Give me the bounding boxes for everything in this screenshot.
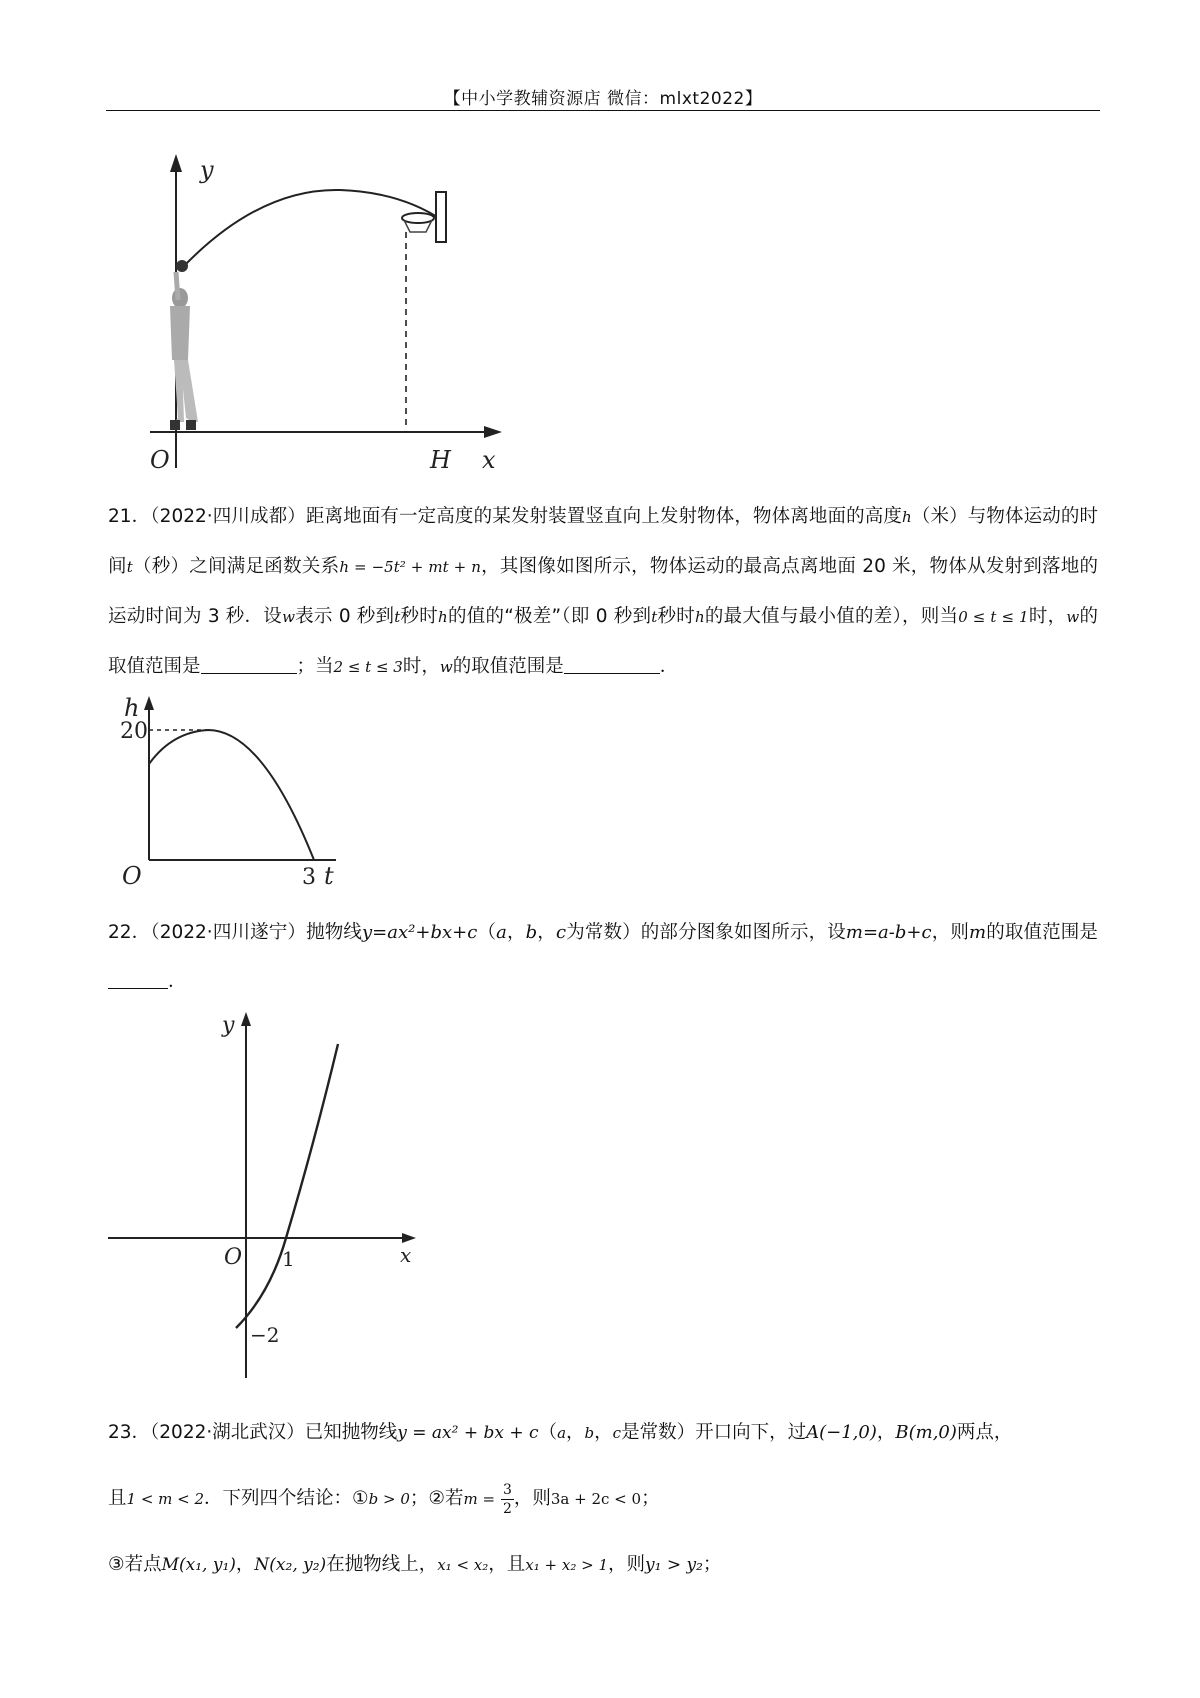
t-axis-label: t xyxy=(324,862,334,888)
q23-formula: y = ax² + bx + c xyxy=(397,1423,539,1443)
basketball xyxy=(176,260,188,272)
y-axis-arrow-icon xyxy=(241,1012,251,1026)
answer-blank-22[interactable] xyxy=(108,968,168,989)
parabola-curve xyxy=(236,1044,338,1328)
q21-range1: 0 ≤ t ≤ 1 xyxy=(958,608,1029,626)
x-axis-label: x xyxy=(400,1243,412,1267)
ball-trajectory xyxy=(184,190,442,266)
q21-formula: h = −5t² + mt + n xyxy=(339,558,481,576)
height-curve xyxy=(149,730,314,860)
y-axis-arrow-icon xyxy=(170,154,182,172)
point-b: B(m,0) xyxy=(895,1422,957,1443)
x-axis-arrow-icon xyxy=(484,426,502,438)
conclusion-3: y₁ > y₂ xyxy=(645,1555,703,1575)
origin-label: O xyxy=(122,862,142,888)
x-axis-arrow-icon xyxy=(402,1233,416,1243)
q22-formula: y=ax²+bx+c xyxy=(362,922,478,943)
height-time-graph xyxy=(112,688,352,888)
h-axis-label: h xyxy=(124,694,140,722)
q22-m-expr: m=a-b+c xyxy=(845,922,932,943)
question-22: 22．（2022·四川遂宁）抛物线y=ax²+bx+c（a，b，c为常数）的部分图象如图所示，设m=a-b+c，则m的取值范围是． xyxy=(108,922,1098,992)
answer-blank-21a[interactable] xyxy=(201,653,297,674)
point-a: A(−1,0) xyxy=(806,1422,877,1443)
point-h-label: H xyxy=(430,446,451,474)
origin-label: O xyxy=(150,446,170,474)
fraction-3-over-2: $\frac{3}{2}$ xyxy=(502,1481,512,1517)
player-silhouette xyxy=(170,272,198,430)
origin-label: O xyxy=(224,1245,243,1270)
h-axis-arrow-icon xyxy=(144,696,154,710)
question-23: 23．（2022·湖北武汉）已知抛物线y = ax² + bx + c（a，b，c是常数）开口向下，过A(−1,0)，B(m,0)两点， 且1 < m < 2．下列四个结论：①b > 0；②若m = $\frac{3}{2}$ ，则3a + 2c < 0； ③若点M(x₁, y₁)，N(x₂, y₂)在抛物线上，x₁ < x₂，且x₁ + x₂ > 1，则y₁ > y₂； xyxy=(108,1422,1013,1575)
x-tick-1: 1 xyxy=(282,1247,295,1271)
basketball-hoop xyxy=(402,192,446,242)
conclusion-1: b > 0 xyxy=(368,1490,410,1508)
q23-condition: 1 < m < 2 xyxy=(126,1490,205,1508)
point-m: M(x₁, y₁) xyxy=(161,1555,236,1575)
header-rule xyxy=(106,110,1100,111)
page-header: 【中小学教辅资源店 微信：mlxt2022】 xyxy=(443,89,763,109)
y-axis-label: y xyxy=(222,1013,235,1038)
y-axis-label: y xyxy=(200,156,214,184)
y-tick-minus-2: −2 xyxy=(250,1323,280,1347)
t-tick-3: 3 xyxy=(302,865,316,888)
parabola-graph xyxy=(104,1004,424,1384)
q21-range2: 2 ≤ t ≤ 3 xyxy=(333,658,403,676)
x-axis-label: x xyxy=(482,446,496,474)
answer-blank-21b[interactable] xyxy=(564,653,660,674)
question-21: 21．（2022·四川成都）距离地面有一定高度的某发射装置竖直向上发射物体，物体离地面的高度h（米）与物体运动的时间t（秒）之间满足函数关系h = −5t² + mt + n，其图像如图所示，物体运动的最高点离地面 20 米，物体从发射到落地的运动时间为 3 秒．设w表示 0 秒到t秒时h的值的“极差”（即 0 秒到t秒时h的最大值与最小值的差），则当0 ≤ t ≤ 1时，w的取值范围是 ；当2 ≤ t ≤ 3时，w的取值范围是 ． xyxy=(108,506,1098,677)
basketball-figure xyxy=(120,150,520,480)
point-n: N(x₂, y₂) xyxy=(254,1555,327,1575)
conclusion-2: 3a + 2c < 0 xyxy=(550,1490,642,1508)
h-tick-20: 20 xyxy=(120,719,148,744)
